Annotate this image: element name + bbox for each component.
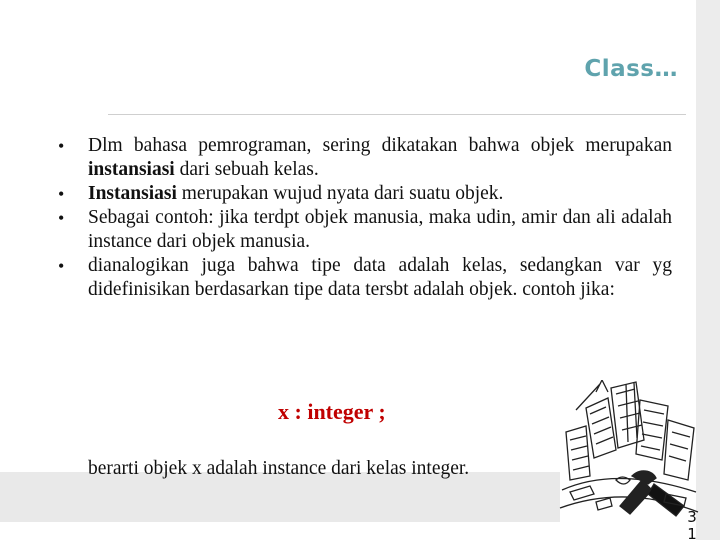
bullet-term: Instansiasi <box>88 183 177 204</box>
city-illustration-icon <box>556 380 702 528</box>
bullet-item <box>58 206 672 254</box>
bullet-text: dianalogikan juga bahwa tipe data adalah kelas, sedangkan var yg didefinisikan berdasarkan tipe data tersbt adalah objek. contoh jika: <box>88 255 672 300</box>
bullet-text: Sebagai contoh: jika terdpt objek manusia, maka udin, amir dan ali adalah instance dari objek manusia. <box>88 207 672 252</box>
description-text: berarti objek x adalah instance dari kelas integer. <box>88 458 470 479</box>
bullet-list <box>58 134 672 302</box>
bullet-item <box>58 134 672 182</box>
bullet-term: instansiasi <box>88 159 175 180</box>
bullet-text: Dlm bahasa pemrograman, sering dikatakan bahwa objek merupakan <box>88 135 672 156</box>
bullet-item <box>58 254 672 302</box>
code-example: x : integer ; <box>278 399 386 424</box>
slide-title: Class… <box>584 56 678 82</box>
title-divider <box>108 114 686 115</box>
bullet-item <box>58 182 672 206</box>
bullet-text: merupakan wujud nyata dari suatu objek. <box>176 183 504 204</box>
bullet-text: dari sebuah kelas. <box>174 159 319 180</box>
page-number: 3 1 <box>687 508 697 543</box>
